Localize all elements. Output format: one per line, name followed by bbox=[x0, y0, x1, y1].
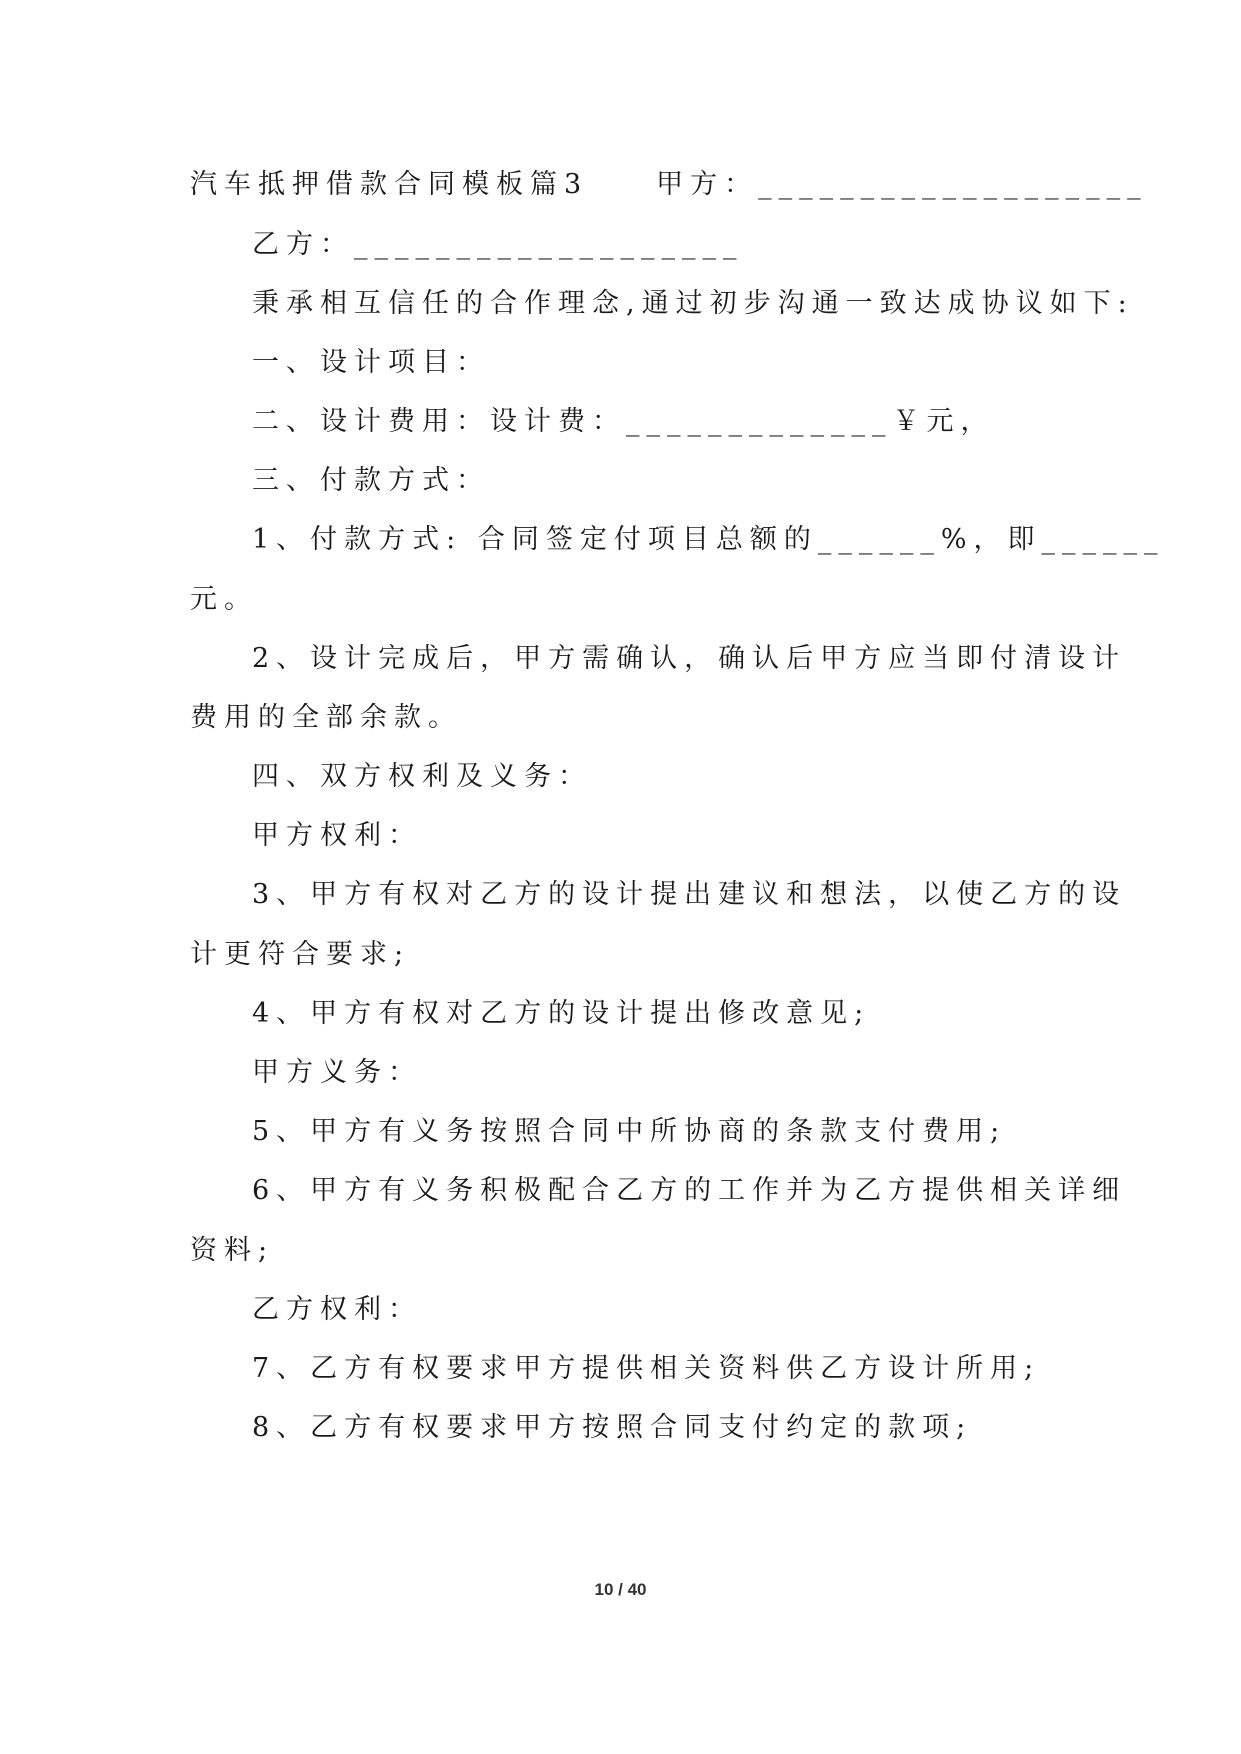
clause-5-line: 5、甲方有义务按照合同中所协商的条款支付费用; bbox=[252, 1116, 1007, 1147]
section-4-heading: 四、双方权利及义务： bbox=[252, 761, 592, 792]
clause-6-line: 6、甲方有义务积极配合乙方的工作并为乙方提供相关详细 bbox=[252, 1175, 1127, 1206]
section-1-heading: 一、设计项目： bbox=[252, 347, 490, 378]
section-3-heading: 三、付款方式： bbox=[252, 465, 490, 496]
clause-6-continuation: 资料; bbox=[190, 1235, 275, 1266]
party-a-rights-heading: 甲方权利： bbox=[252, 820, 422, 851]
party-a-duties-heading: 甲方义务： bbox=[252, 1057, 422, 1088]
clause-4-line: 4、甲方有权对乙方的设计提出修改意见; bbox=[252, 998, 871, 1029]
clause-2-continuation: 费用的全部余款。 bbox=[190, 702, 462, 733]
clause-1-line: 1、付款方式: 合同签定付项目总额的______%，即______ bbox=[252, 524, 1165, 555]
clause-7-line: 7、乙方有权要求甲方提供相关资料供乙方设计所用; bbox=[252, 1353, 1041, 1384]
clause-1-continuation: 元。 bbox=[190, 584, 258, 615]
party-b-line: 乙方：___________________ bbox=[252, 229, 744, 260]
clause-3-continuation: 计更符合要求; bbox=[190, 939, 411, 970]
party-b-rights-heading: 乙方权利： bbox=[252, 1294, 422, 1325]
clause-2-line: 2、设计完成后，甲方需确认，确认后甲方应当即付清设计 bbox=[252, 643, 1127, 674]
clause-8-line: 8、乙方有权要求甲方按照合同支付约定的款项; bbox=[252, 1412, 973, 1443]
clause-3-line: 3、甲方有权对乙方的设计提出建议和想法，以使乙方的设 bbox=[252, 879, 1127, 910]
intro-line: 秉承相互信任的合作理念,通过初步沟通一致达成协议如下: bbox=[252, 288, 1134, 319]
title-line: 汽车抵押借款合同模板篇3 甲方：___________________ bbox=[190, 169, 1148, 200]
page-number: 10 / 40 bbox=[594, 1580, 647, 1599]
section-2-heading: 二、设计费用：设计费：_____________￥元， bbox=[252, 406, 995, 437]
